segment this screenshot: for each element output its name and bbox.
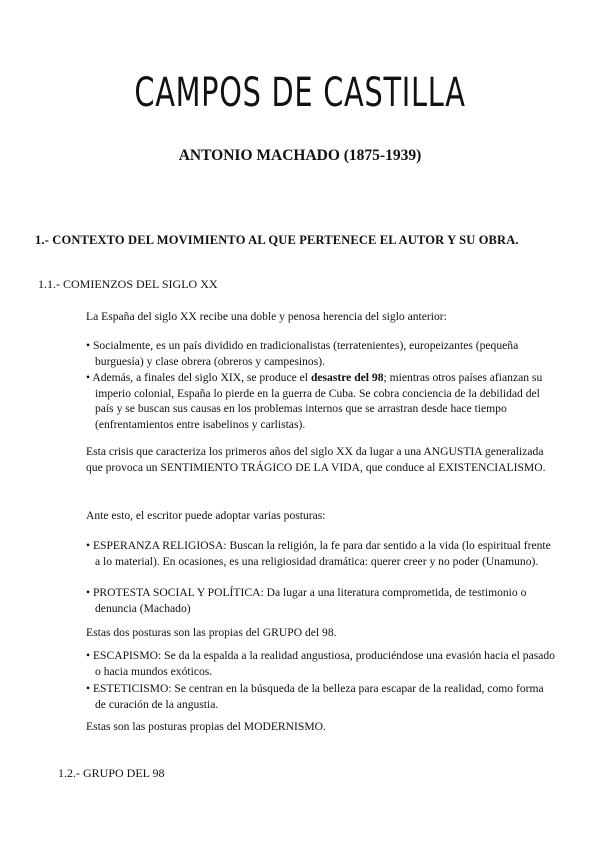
bullet-desastre-after: ; mientras otros países afianzan su imperio colonial, España lo pierde en la guerra de Cuba. Se cobra conciencia de la debilidad del país y se buscan sus causas en los problemas internos que se arrastran desde hace tiempo (enfrentamientos entre isabelinos y carlistas). <box>95 371 543 431</box>
bullet-esperanza: • ESPERANZA RELIGIOSA: Buscan la religión, la fe para dar sentido a la vida (lo espiritual frente a lo material). En ocasiones, es una religiosidad dramática: querer creer y no poder (Unamuno). <box>86 539 551 568</box>
subsection-heading-1-1: 1.1.- COMIENZOS DEL SIGLO XX <box>38 277 218 291</box>
bullet-social: • Socialmente, es un país dividido en tradicionalistas (terratenientes), europeizantes (pequeña burguesía) y clase obrera (obreros y campesinos). <box>86 339 519 368</box>
ante-paragraph: Ante esto, el escritor puede adoptar varias posturas: <box>86 509 326 522</box>
crisis-paragraph: Esta crisis que caracteriza los primeros años del siglo XX da lugar a una ANGUSTIA generalizada que provoca un SENTIMIENTO TRÁGICO DE LA VIDA, que conduce al EXISTENCIALISMO. <box>86 445 546 474</box>
bullet-desastre <box>86 370 557 432</box>
bullet-desastre-before: • Además, a finales del siglo XIX, se produce el <box>86 371 311 384</box>
intro-paragraph: La España del siglo XX recibe una doble y penosa herencia del siglo anterior: <box>86 310 447 323</box>
section-heading: 1.- CONTEXTO DEL MOVIMIENTO AL QUE PERTENECE EL AUTOR Y SU OBRA. <box>35 233 519 247</box>
grupo98-paragraph: Estas dos posturas son las propias del GRUPO del 98. <box>86 626 337 639</box>
bullet-desastre-bold: desastre del 98 <box>310 371 384 384</box>
modernismo-paragraph: Estas son las posturas propias del MODERNISMO. <box>86 720 326 733</box>
bullet-escapismo: • ESCAPISMO: Se da la espalda a la realidad angustiosa, produciéndose una evasión hacia el pasado o hacia mundos exóticos. <box>86 649 555 678</box>
subsection-heading-1-2: 1.2.- GRUPO DEL 98 <box>58 766 165 780</box>
document-title: CAMPOS DE CASTILLA <box>134 70 466 116</box>
bullet-esteticismo: • ESTETICISMO: Se centran en la búsqueda de la belleza para escapar de la realidad, como forma de curación de la angustia. <box>86 682 544 711</box>
author-subtitle: ANTONIO MACHADO (1875-1939) <box>178 147 422 164</box>
bullet-protesta: • PROTESTA SOCIAL Y POLÍTICA: Da lugar a una literatura comprometida, de testimonio o denuncia (Machado) <box>86 586 527 615</box>
